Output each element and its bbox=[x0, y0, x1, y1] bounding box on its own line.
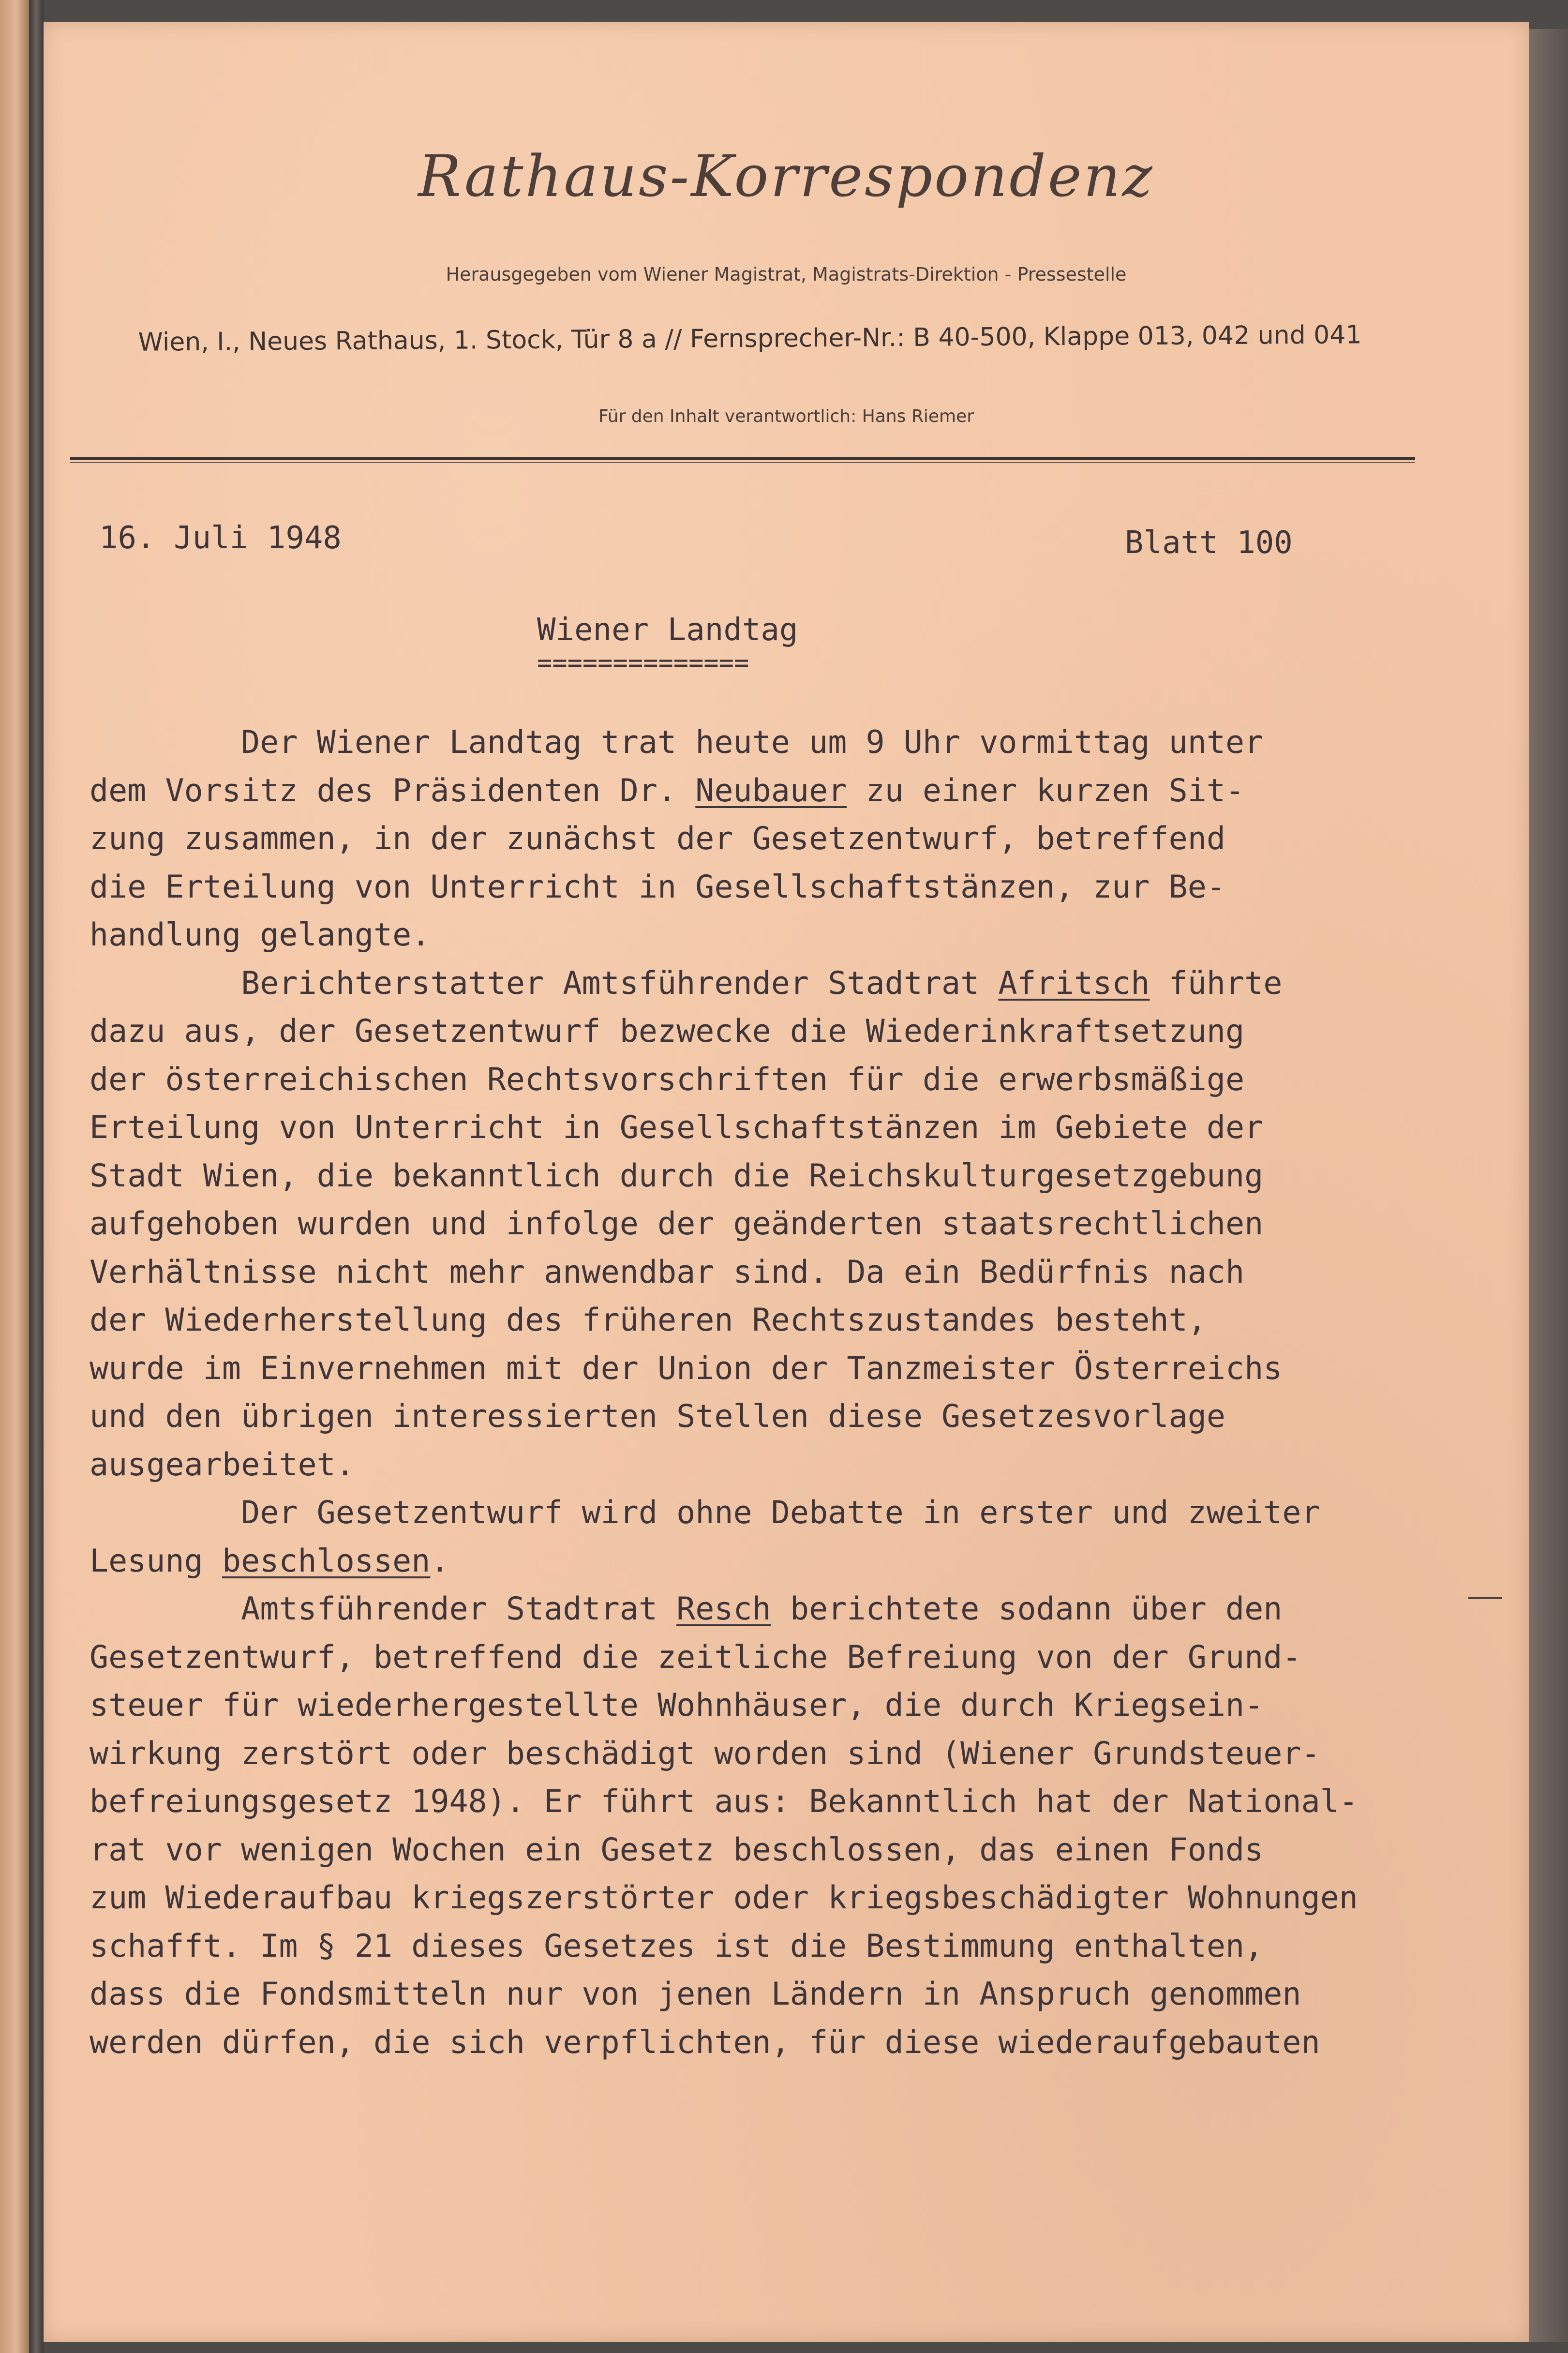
line-text: befreiungsgesetz 1948). Er führt aus: Bekanntlich hat der National- bbox=[90, 1783, 1358, 1820]
underlined-name: Neubauer bbox=[695, 772, 847, 809]
responsible-line: Für den Inhalt verantwortlich: Hans Riemer bbox=[598, 406, 974, 426]
article-line bbox=[90, 1200, 1434, 1248]
article-line bbox=[90, 1970, 1434, 2019]
article-body bbox=[90, 719, 1434, 2067]
line-text: der Wiederherstellung des früheren Rechtszustandes besteht, bbox=[90, 1302, 1207, 1338]
line-text-tail: zu einer kurzen Sit- bbox=[847, 772, 1245, 809]
sheet-number: Blatt 100 bbox=[1125, 525, 1293, 561]
margin-dash bbox=[1468, 1597, 1502, 1599]
article-line bbox=[90, 1489, 1434, 1537]
article-line bbox=[90, 815, 1434, 863]
article-line bbox=[90, 1826, 1434, 1874]
publisher-line: Herausgegeben vom Wiener Magistrat, Magistrats-Direktion - Pressestelle bbox=[446, 264, 1127, 285]
line-text: Gesetzentwurf, betreffend die zeitliche Befreiung von der Grund- bbox=[90, 1639, 1301, 1676]
line-text: ausgearbeitet. bbox=[90, 1446, 355, 1483]
article-line bbox=[90, 1152, 1434, 1200]
line-text: Stadt Wien, die bekanntlich durch die Reichskulturgesetzgebung bbox=[90, 1157, 1264, 1194]
article-line bbox=[90, 767, 1434, 815]
article-line bbox=[90, 1393, 1434, 1441]
letterhead-rule bbox=[70, 457, 1415, 460]
line-text: Der Wiener Landtag trat heute um 9 Uhr vormittag unter bbox=[90, 724, 1264, 761]
line-text: wirkung zerstört oder beschädigt worden sind (Wiener Grundsteuer- bbox=[90, 1735, 1320, 1772]
article-line bbox=[90, 1874, 1434, 1922]
line-text: werden dürfen, die sich verpflichten, für diese wiederaufgebauten bbox=[90, 2024, 1320, 2061]
document-page bbox=[44, 22, 1529, 2342]
line-text: zum Wiederaufbau kriegszerstörter oder kriegsbeschädigter Wohnungen bbox=[90, 1880, 1358, 1916]
line-text: Berichterstatter Amtsführender Stadtrat bbox=[90, 965, 999, 1002]
line-text-tail: berichtete sodann über den bbox=[771, 1591, 1283, 1627]
line-text: zung zusammen, in der zunächst der Gesetzentwurf, betreffend bbox=[90, 821, 1225, 857]
address-line: Wien, I., Neues Rathaus, 1. Stock, Tür 8 a // Fernsprecher-Nr.: B 40-500, Klappe 013, 042 und 041 bbox=[138, 320, 1362, 357]
underlined-name: Resch bbox=[676, 1591, 771, 1627]
article-line bbox=[90, 1296, 1434, 1345]
line-text: aufgehoben wurden und infolge der geänderten staatsrechtlichen bbox=[90, 1206, 1264, 1242]
line-text-tail: führte bbox=[1150, 965, 1283, 1002]
facing-page-edge bbox=[0, 0, 29, 2353]
article-line bbox=[90, 1778, 1434, 1826]
article-line bbox=[90, 1007, 1434, 1056]
line-text: Lesung bbox=[90, 1543, 222, 1579]
line-text: dazu aus, der Gesetzentwurf bezwecke die Wiederinkraftsetzung bbox=[90, 1013, 1245, 1049]
article-line bbox=[90, 863, 1434, 912]
article-heading-underline: ============== bbox=[537, 648, 749, 677]
line-text: der österreichischen Rechtsvorschriften für die erwerbsmäßige bbox=[90, 1061, 1245, 1098]
article-line bbox=[90, 1634, 1434, 1682]
article-line bbox=[90, 1104, 1434, 1152]
article-line bbox=[90, 1056, 1434, 1104]
article-line bbox=[90, 1730, 1434, 1778]
line-text-tail: . bbox=[430, 1543, 449, 1579]
article-line bbox=[90, 1248, 1434, 1297]
article-line bbox=[90, 1922, 1434, 1971]
article-line bbox=[90, 1537, 1434, 1586]
line-text: wurde im Einvernehmen mit der Union der Tanzmeister Österreichs bbox=[90, 1350, 1283, 1387]
line-text: schafft. Im § 21 dieses Gesetzes ist die Bestimmung enthalten, bbox=[90, 1928, 1264, 1964]
article-line bbox=[90, 1681, 1434, 1730]
line-text: handlung gelangte. bbox=[90, 917, 431, 953]
document-date: 16. Juli 1948 bbox=[99, 520, 342, 556]
article-line bbox=[90, 2019, 1434, 2067]
line-text: rat vor wenigen Wochen ein Gesetz beschlossen, das einen Fonds bbox=[90, 1831, 1264, 1868]
article-line bbox=[90, 719, 1434, 767]
article-line bbox=[90, 1345, 1434, 1393]
article-heading: Wiener Landtag bbox=[537, 612, 798, 648]
line-text: Erteilung von Unterricht in Gesellschaftstänzen im Gebiete der bbox=[90, 1109, 1264, 1146]
line-text: die Erteilung von Unterricht in Gesellschaftstänzen, zur Be- bbox=[90, 869, 1225, 905]
line-text: steuer für wiederhergestellte Wohnhäuser, die durch Kriegsein- bbox=[90, 1687, 1264, 1724]
article-line bbox=[90, 1441, 1434, 1489]
article-line bbox=[90, 1585, 1434, 1634]
line-text: Verhältnisse nicht mehr anwendbar sind. Da ein Bedürfnis nach bbox=[90, 1254, 1245, 1290]
article-line bbox=[90, 911, 1434, 959]
line-text: dem Vorsitz des Präsidenten Dr. bbox=[90, 772, 696, 809]
line-text: dass die Fondsmitteln nur von jenen Ländern in Anspruch genommen bbox=[90, 1976, 1301, 2012]
line-text: und den übrigen interessierten Stellen diese Gesetzesvorlage bbox=[90, 1398, 1225, 1435]
underlined-name: Afritsch bbox=[998, 965, 1150, 1002]
article-line bbox=[90, 959, 1434, 1008]
line-text: Amtsführender Stadtrat bbox=[90, 1591, 677, 1627]
underlined-name: beschlossen bbox=[222, 1543, 431, 1579]
page-stack-edge bbox=[1529, 29, 1568, 2342]
letterhead-rule-thin bbox=[70, 462, 1415, 463]
masthead-title: Rathaus-Korrespondenz bbox=[418, 143, 1154, 210]
line-text: Der Gesetzentwurf wird ohne Debatte in erster und zweiter bbox=[90, 1495, 1320, 1531]
binding-gutter bbox=[29, 0, 44, 2353]
